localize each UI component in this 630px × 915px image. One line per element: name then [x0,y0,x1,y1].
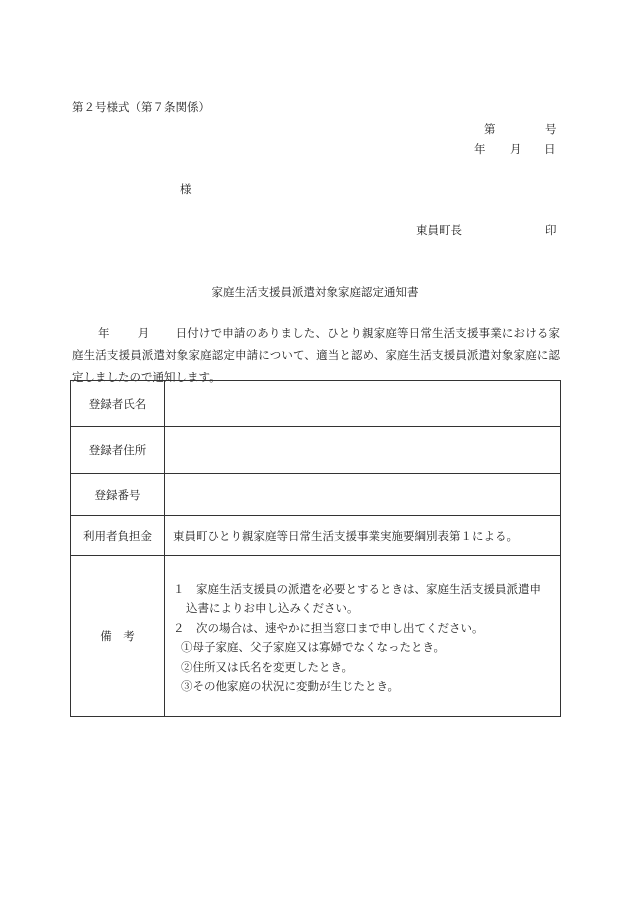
note-sub-3: ③その他家庭の状況に変動が生じたとき。 [181,679,400,693]
certification-table [70,380,561,717]
table-row [71,516,561,556]
table-row [71,381,561,427]
name-value [165,381,561,427]
note-sub-2: ②住所又は氏名を変更したとき。 [181,659,354,674]
date-day: 日 [544,142,556,156]
issuer: 東員町長 [416,223,462,237]
address-label: 登録者住所 [71,427,165,474]
form-number: 第２号様式（第７条関係） [72,100,210,114]
note-sub-1: ①母子家庭、父子家庭又は寡婦でなくなったとき。 [181,640,446,654]
burden-label: 利用者負担金 [71,516,165,556]
notes-content [165,556,561,717]
table-row [71,556,561,717]
body-text: 日付けで申請のありました、ひとり親家庭等日常生活支援事業における家庭生活支援員派遣対象家庭認定申請について、適当と認め、家庭生活支援員派遣対象家庭に認定しましたので通知します。 [72,326,561,384]
body-paragraph [72,322,560,388]
document-title: 家庭生活支援員派遣対象家庭認定通知書 [211,285,419,299]
date-month: 月 [510,142,522,156]
notes-label: 備 考 [71,556,165,717]
table-row [71,474,561,516]
seal-mark: 印 [545,223,557,237]
address-value [165,427,561,474]
body-month: 月 [137,326,150,340]
note-item-2: ２ 次の場合は、速やかに担当窓口まで申し出てください。 [173,620,484,635]
registration-label: 登録番号 [71,474,165,516]
number-prefix: 第 [484,122,496,136]
addressee: 様 [180,182,192,196]
document-number-line [484,122,557,136]
name-label: 登録者氏名 [71,381,165,427]
number-suffix: 号 [545,122,557,136]
date-year: 年 [474,142,486,156]
body-year: 年 [98,326,110,340]
table-row [71,427,561,474]
registration-value [165,474,561,516]
burden-value: 東員町ひとり親家庭等日常生活支援事業実施要綱別表第１による。 [165,516,561,556]
note-item-1: １ 家庭生活支援員の派遣を必要とするときは、家庭生活支援員派遣申込書によりお申し込みください。 [173,581,541,615]
